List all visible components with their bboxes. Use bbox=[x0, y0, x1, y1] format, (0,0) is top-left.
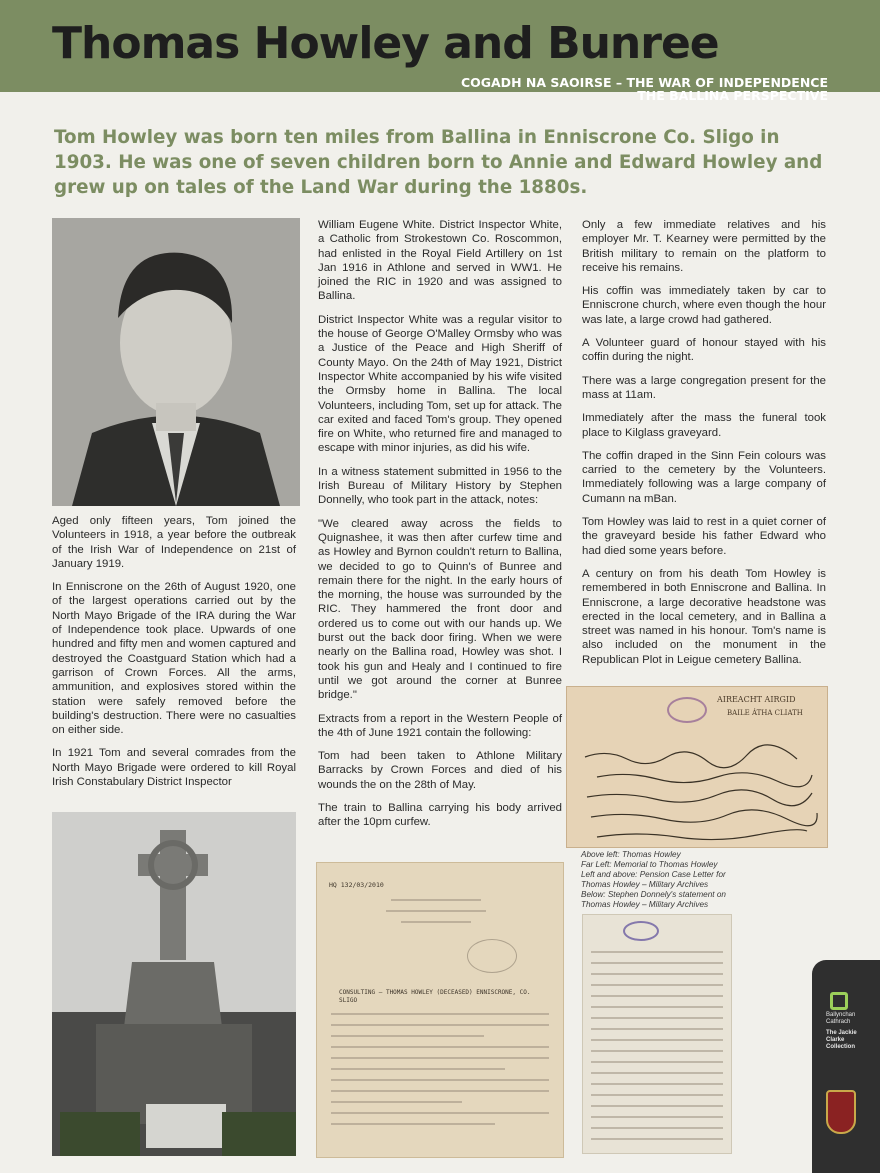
subtitle-line-2: THE BALLINA PERSPECTIVE bbox=[637, 88, 828, 103]
column-3 bbox=[582, 218, 826, 676]
stamp-icon bbox=[623, 921, 659, 941]
col1-paragraph: Aged only fifteen years, Tom joined the Volunteers in 1918, a year before the outbreak of the Irish War of Independence on 21st of January 1919. bbox=[52, 515, 296, 570]
witness-statement-image bbox=[582, 914, 732, 1154]
crest-icon bbox=[826, 1090, 856, 1134]
col3-paragraph: There was a large congregation present for the mass at 11am. bbox=[582, 374, 826, 401]
photo-captions bbox=[581, 850, 826, 910]
col3-paragraph: The coffin draped in the Sinn Fein colours was carried to the cemetery by the Volunteers. Immediately following was a large company of Cumann na mBan. bbox=[582, 449, 826, 505]
col2-paragraph: In a witness statement submitted in 1956 to the Irish Bureau of Military History by Stephen Donnelly, who took part in the attack, notes: bbox=[318, 465, 562, 507]
letter-city: BAILE ÁTHA CLIATH bbox=[727, 709, 803, 717]
col2-paragraph: Tom had been taken to Athlone Military Barracks by Crown Forces and died of his wounds the on the 28th of May. bbox=[318, 750, 562, 791]
col2-paragraph: William Eugene White. District Inspector White, a Catholic from Strokestown Co. Roscommon, had enlisted in the Royal Field Artillery on 1st Jan 1916 in Athlone and served in WW1. He joined the RIC in 1920 and was assigned to Ballina. bbox=[318, 219, 562, 303]
page-title: Thomas Howley and Bunree bbox=[52, 18, 719, 69]
typed-body-lines bbox=[331, 1013, 549, 1134]
statement-lines bbox=[591, 951, 723, 1149]
caption-line: Below: Stephen Donnely's statement on bbox=[581, 890, 726, 899]
collection-label-line: Cathrach bbox=[826, 1019, 851, 1025]
caption-line: Left and above: Pension Case Letter for bbox=[581, 870, 726, 879]
letter-header: AIREACHT AIRGID bbox=[717, 695, 796, 704]
handwriting-icon bbox=[567, 687, 829, 849]
military-report-image bbox=[316, 862, 564, 1158]
stamp-icon bbox=[467, 939, 517, 973]
collection-label-line: Ballynchan bbox=[826, 1012, 856, 1018]
col3-paragraph: Only a few immediate relatives and his employer Mr. T. Kearney were permitted by the British military to remain on the platform to receive his remains. bbox=[582, 219, 826, 274]
collection-logo-icon bbox=[830, 992, 848, 1010]
intro-paragraph: Tom Howley was born ten miles from Ballina in Enniscrone Co. Sligo in 1903. He was one of seven children born to Annie and Edward Howley and grew up on tales of the Land War during the 1880s. bbox=[54, 127, 823, 198]
subtitle-line-1: COGADH NA SAOIRSE – THE WAR OF INDEPENDENCE bbox=[460, 75, 828, 90]
caption-line: Above left: Thomas Howley bbox=[581, 850, 681, 859]
collection-label-line: The Jackie bbox=[826, 1030, 857, 1036]
collection-label-line: Clarke bbox=[826, 1037, 845, 1043]
typed-reference: HQ 132/03/2010 bbox=[329, 881, 384, 889]
col2-paragraph: District Inspector White was a regular visitor to the house of George O'Malley Ormsby who was a Justice of the Peace and High Sheriff of County Mayo. On the 24th of May 1921, District Inspector White accompanied by his wife visited the Ormsby home in Ballina. The local Volunteers, including Tom, set up for attack. The car exited and faced Tom's group. They opened fire on White, who returned fire and managed to escape with minor injuries, as did his wife. bbox=[318, 313, 562, 455]
col3-paragraph: A century on from his death Tom Howley is remembered in both Enniscrone and Ballina. In Enniscrone, a large decorative headstone was erected in the local cemetery, and in Ballina a street was named in his honour. Tom's name is also included on the monument in the Republican Plot in Leigue cemetery Ballina. bbox=[582, 567, 826, 666]
memorial-photo bbox=[52, 812, 296, 1156]
column-2 bbox=[318, 218, 562, 839]
col2-paragraph: The train to Ballina carrying his body arrived after the 10pm curfew. bbox=[318, 801, 562, 829]
caption-line: Far Left: Memorial to Thomas Howley bbox=[581, 860, 718, 869]
collection-label-line: Collection bbox=[826, 1044, 856, 1050]
typed-subject: CONSULTING – THOMAS HOWLEY (DECEASED) ENNISCRONE, CO. SLIGO bbox=[339, 989, 531, 1004]
col1-paragraph: In Enniscrone on the 26th of August 1920, one of the largest operations carried out by the North Mayo Brigade of the IRA during the War of Independence took place. Upwards of one hundred and fifty men and women captured and destroyed the Coastguard Station which had a garrison of Crown Forces. All the arms, ammunition, and explosives stored within the station were safely removed before the building's destruction. There were no casualties on either side. bbox=[52, 581, 296, 737]
portrait-illustration bbox=[52, 218, 300, 506]
collection-label bbox=[826, 1012, 876, 1051]
col2-paragraph: Extracts from a report in the Western People of the 4th of June 1921 contain the following: bbox=[318, 712, 562, 739]
col3-paragraph: His coffin was immediately taken by car to Enniscrone church, where even though the hour was late, a large crowd had gathered. bbox=[582, 285, 826, 326]
col3-paragraph: Tom Howley was laid to rest in a quiet corner of the graveyard beside his father Edward who had died some years before. bbox=[582, 516, 826, 557]
col1-paragraph: In 1921 Tom and several comrades from the North Mayo Brigade were ordered to kill Royal Irish Constabulary District Inspector bbox=[52, 747, 296, 789]
col3-paragraph: A Volunteer guard of honour stayed with his coffin during the night. bbox=[582, 337, 826, 364]
caption-line: Thomas Howley – Military Archives bbox=[581, 880, 709, 889]
col2-quote: "We cleared away across the fields to Quignashee, it was then after curfew time and as Howley and Byrnon couldn't return to Ballina, we decided to go to Quinn's of Bunree and remain there for the night. In the early hours of the morning, the house was surrounded by the RIC. They hammered the front door and ordered us to come out with our hands up. We burst out the back door firing. When we were nearly on the Ballina road, Howley was shot. I took his gun and Healy and I continued to fire until we got around the corner at Bunree bridge." bbox=[318, 517, 562, 702]
page-subtitle bbox=[461, 76, 828, 102]
pension-letter-image bbox=[566, 686, 828, 848]
typed-header-lines bbox=[331, 899, 549, 932]
memorial-illustration bbox=[52, 812, 296, 1156]
column-1 bbox=[52, 514, 296, 798]
caption-line: Thomas Howley – Military Archives bbox=[581, 900, 709, 909]
portrait-photo bbox=[52, 218, 300, 506]
col3-paragraph: Immediately after the mass the funeral took place to Kilglass graveyard. bbox=[582, 412, 826, 439]
